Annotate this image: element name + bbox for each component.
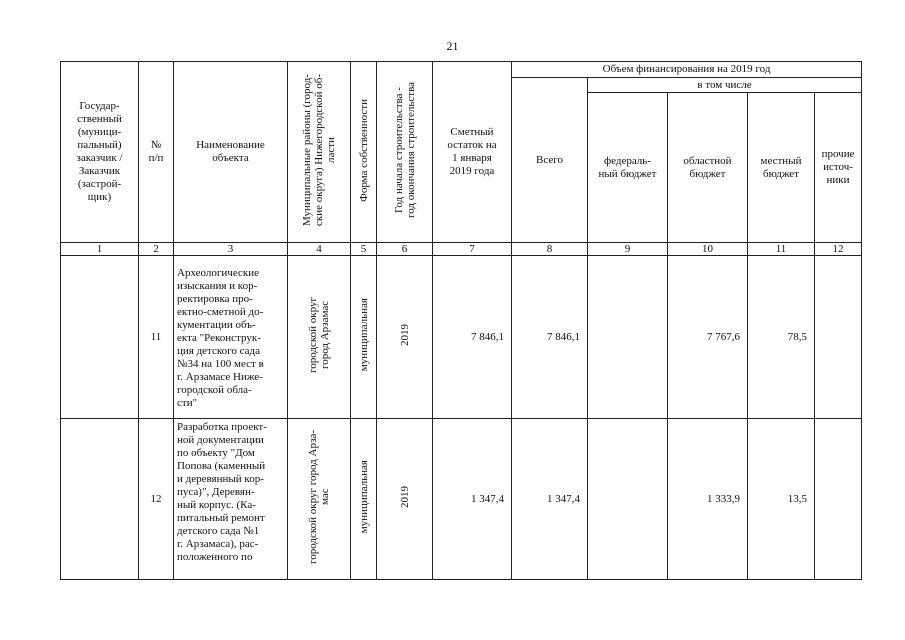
header-name: Наименование объекта <box>174 62 288 243</box>
column-index: 11 <box>748 243 815 256</box>
column-index: 4 <box>288 243 351 256</box>
column-index-row <box>61 243 862 256</box>
table-row <box>61 256 862 419</box>
cell-local: 78,5 <box>748 256 815 419</box>
column-index: 5 <box>351 243 377 256</box>
cell-district: городской округ город Арза- мас <box>288 419 351 580</box>
cell-name: Разработка проект- ной документации по объекту "Дом Попова (каменный и деревянный кор- пуса)", Деревян- ный корпус. (Ка- питальный ремонт детского сада №1 г. Арзамаса), рас- положенного по <box>174 419 288 580</box>
cell-customer <box>61 419 139 580</box>
header-customer: Государ- ственный (муници- пальный) заказчик / Заказчик (застрой- щик) <box>61 62 139 243</box>
column-index: 8 <box>512 243 588 256</box>
header-district: Муниципальные районы (город- ские округа) Нижегородской об- ласти <box>288 62 351 243</box>
cell-local: 13,5 <box>748 419 815 580</box>
cell-estimate: 7 846,1 <box>433 256 512 419</box>
table-row <box>61 419 862 580</box>
header-including: в том числе <box>588 78 862 93</box>
header-years: Год начала строительства - год окончания строительства <box>377 62 433 243</box>
cell-district: городской округ город Арзамас <box>288 256 351 419</box>
column-index: 9 <box>588 243 668 256</box>
cell-other <box>815 419 862 580</box>
cell-years: 2019 <box>377 256 433 419</box>
column-index: 6 <box>377 243 433 256</box>
cell-federal <box>588 256 668 419</box>
header-financing: Объем финансирования на 2019 год <box>512 62 862 78</box>
cell-customer <box>61 256 139 419</box>
header-local: местный бюджет <box>748 93 815 243</box>
cell-ownership: муниципальная <box>351 256 377 419</box>
cell-other <box>815 256 862 419</box>
header-total: Всего <box>512 78 588 243</box>
header-number: № п/п <box>139 62 174 243</box>
cell-estimate: 1 347,4 <box>433 419 512 580</box>
column-index: 12 <box>815 243 862 256</box>
header-ownership: Форма собственности <box>351 62 377 243</box>
column-index: 1 <box>61 243 139 256</box>
cell-total: 1 347,4 <box>512 419 588 580</box>
column-index: 2 <box>139 243 174 256</box>
column-index: 3 <box>174 243 288 256</box>
cell-number: 12 <box>139 419 174 580</box>
header-federal: федераль- ный бюджет <box>588 93 668 243</box>
cell-number: 11 <box>139 256 174 419</box>
cell-ownership: муниципальная <box>351 419 377 580</box>
cell-regional: 1 333,9 <box>668 419 748 580</box>
cell-regional: 7 767,6 <box>668 256 748 419</box>
cell-years: 2019 <box>377 419 433 580</box>
column-index: 10 <box>668 243 748 256</box>
header-other: прочие источ- ники <box>815 93 862 243</box>
cell-total: 7 846,1 <box>512 256 588 419</box>
cell-federal <box>588 419 668 580</box>
cell-name: Археологические изыскания и кор- ректировка про- ектно-сметной до- кументации объ- екта "Реконструк- ция детского сада №34 на 100 мест в г. Арзамасе Ниже- городской обла- сти" <box>174 256 288 419</box>
financing-table <box>60 61 862 580</box>
column-index: 7 <box>433 243 512 256</box>
header-estimate: Сметный остаток на 1 января 2019 года <box>433 62 512 243</box>
page-number: 21 <box>446 39 459 53</box>
header-regional: областной бюджет <box>668 93 748 243</box>
